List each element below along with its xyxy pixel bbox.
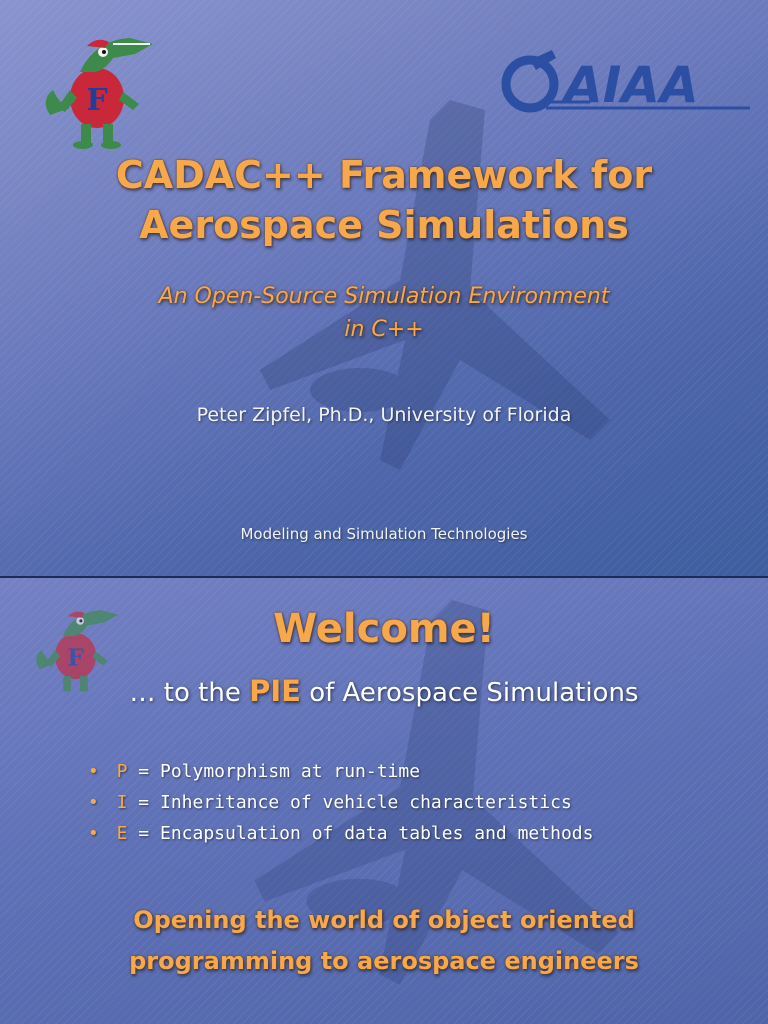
pie-suffix: of Aerospace Simulations <box>300 678 639 708</box>
closing-line-1: Opening the world of object oriented <box>133 906 635 934</box>
title-line-2: Aerospace Simulations <box>139 203 629 247</box>
page-title <box>0 150 768 250</box>
bullet-letter: I <box>116 792 128 813</box>
pie-word: PIE <box>249 674 301 708</box>
subtitle-line-1: An Open-Source Simulation Environment <box>158 284 610 309</box>
svg-text:F: F <box>67 644 84 672</box>
title-line-1: CADAC++ Framework for <box>115 153 653 197</box>
bullet-text: = Inheritance of vehicle characteristics <box>127 792 572 813</box>
pie-bullet-list <box>88 756 593 849</box>
list-item <box>88 787 593 818</box>
bullet-text: = Polymorphism at run-time <box>127 761 421 782</box>
bullet-icon: • <box>88 761 99 782</box>
bullet-letter: P <box>116 761 128 782</box>
subtitle-line-2: in C++ <box>344 317 424 342</box>
aiaa-logo-icon <box>500 48 755 122</box>
bullet-text: = Encapsulation of data tables and methods <box>127 823 594 844</box>
pie-prefix: … to the <box>129 678 250 708</box>
closing-line-2: programming to aerospace engineers <box>129 947 639 975</box>
closing-statement <box>0 900 768 982</box>
bullet-icon: • <box>88 823 99 844</box>
subtitle <box>0 280 768 346</box>
gator-mascot-icon <box>35 30 155 150</box>
bullet-letter: E <box>116 823 128 844</box>
footer-text: Modeling and Simulation Technologies <box>240 525 528 543</box>
list-item <box>88 756 593 787</box>
aiaa-logo-text: AIAA <box>564 56 699 114</box>
welcome-heading: Welcome! <box>273 606 495 652</box>
author-line: Peter Zipfel, Ph.D., University of Florida <box>196 404 572 426</box>
list-item <box>88 818 593 849</box>
svg-text:F: F <box>86 83 108 118</box>
welcome-slide <box>0 576 768 1024</box>
pie-tagline <box>0 674 768 708</box>
bullet-icon: • <box>88 792 99 813</box>
